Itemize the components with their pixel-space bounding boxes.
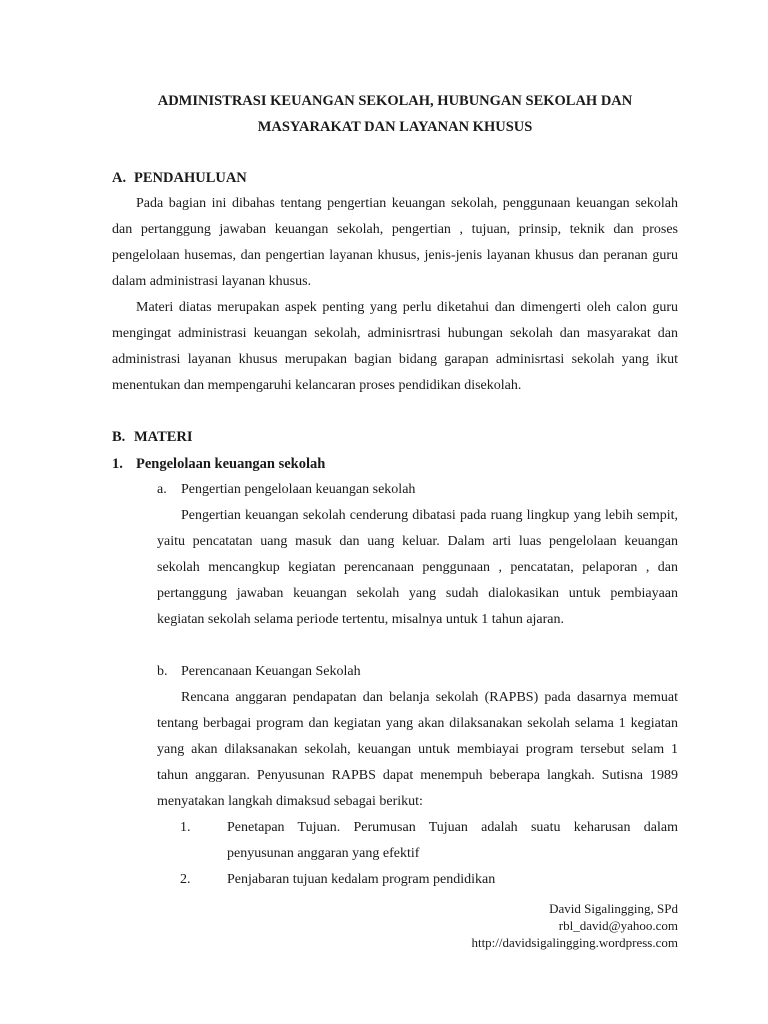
sub-a-letter: a. [157,482,167,497]
sub-b-title: Perencanaan Keuangan Sekolah [181,664,361,679]
document-title [112,88,678,140]
sub-b-letter: b. [157,664,168,679]
title-line-2: MASYARAKAT DAN LAYANAN KHUSUS [257,119,533,135]
item-1-number: 1. [112,456,123,472]
title-line-1: ADMINISTRASI KEUANGAN SEKOLAH, HUBUNGAN SEKOLAH DAN [157,93,633,109]
sub-b-paragraph: Rencana anggaran pendapatan dan belanja sekolah (RAPBS) pada dasarnya memuat tentang berbagai program dan kegiatan yang akan dilaksanakan sekolah selama 1 kegiatan yang akan dilaksanakan sekolah, keuangan untuk membiayai program tersebut selam 1 tahun anggaran. Penyusunan RAPBS dapat menempuh beberapa langkah. Sutisna 1989 menyatakan langkah dimaksud sebagai berikut: [157,690,678,809]
page-footer [471,900,678,951]
sub-a-paragraph: Pengertian keuangan sekolah cenderung dibatasi pada ruang lingkup yang lebih sempit, yaitu pencatatan uang masuk dan uang keluar. Dalam arti luas pengelolaan keuangan sekolah mencangkup kegiatan perencanaan penggunaan , pencatatan, pelaporan , dan pertanggung jawaban keuangan sekolah yang sudah dialokasikan untuk pembiayaan kegiatan sekolah selama periode tertentu, misalnya untuk 1 tahun ajaran. [157,508,678,627]
list-item [180,867,678,893]
section-a-number: A. [112,170,127,186]
section-a-heading [112,168,247,188]
section-b-number: B. [112,429,126,445]
sub-a-heading [157,480,415,500]
sub-a-title: Pengertian pengelolaan keuangan sekolah [181,482,416,497]
section-a-paragraph-1: Pada bagian ini dibahas tentang pengertian keuangan sekolah, penggunaan keuangan sekolah dan pertanggung jawaban keuangan sekolah, pengertian , tujuan, prinsip, teknik dan proses pengelolaan husemas, dan pengertian layanan khusus, jenis-jenis layanan khusus dan peranan guru dalam administrasi layanan khusus. [112,196,678,289]
footer-email: rbl_david@yahoo.com [558,918,678,933]
section-b-heading [112,427,193,447]
step-1-text: Penetapan Tujuan. Perumusan Tujuan adalah suatu keharusan dalam penyusunan anggaran yang efektif [227,820,678,861]
list-item [180,815,678,867]
section-a-paragraph-2: Materi diatas merupakan aspek penting yang perlu diketahui dan dimengerti oleh calon guru mengingat administrasi keuangan sekolah, adminisrtrasi hubungan sekolah dan masyarakat dan administrasi layanan khusus merupakan bagian bidang garapan adminisrtasi sekolah yang ikut menentukan dan mempengaruhi kelancaran proses pendidikan disekolah. [112,300,678,393]
item-1-heading [112,454,325,474]
footer-author: David Sigalingging, SPd [549,901,678,916]
step-1-number: 1. [180,820,191,835]
sub-b-heading [157,662,361,682]
section-b-title: MATERI [134,429,193,445]
step-2-text: Penjabaran tujuan kedalam program pendidikan [227,872,496,887]
steps-list [180,815,678,893]
section-a-title: PENDAHULUAN [134,170,247,186]
step-2-number: 2. [180,872,191,887]
item-1-title: Pengelolaan keuangan sekolah [136,456,326,472]
footer-website: http://davidsigalingging.wordpress.com [471,935,678,950]
